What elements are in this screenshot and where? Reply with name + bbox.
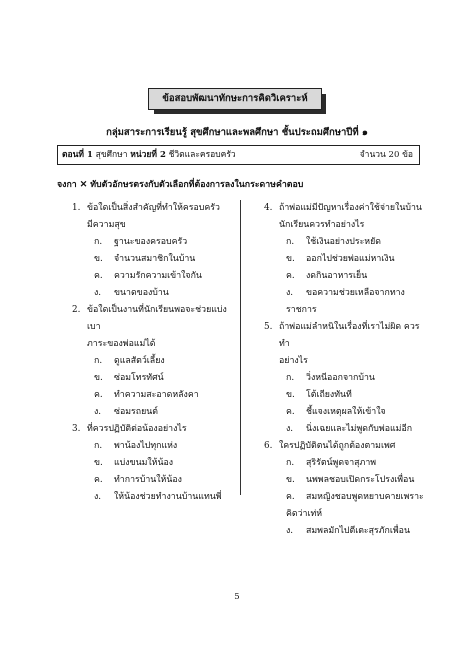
option-letter: ค. — [286, 271, 295, 281]
part-text: สุขศึกษา — [95, 150, 128, 160]
question-text: ใครปฏิบัติตนได้ถูกต้องตามเพศ — [279, 441, 396, 451]
option-text: นิ่งเฉยและไม่พูดกับพ่อแม่อีก — [306, 424, 413, 434]
question-text: ข้อใดเป็นสิ่งสำคัญที่ทำให้ครอบครัว — [87, 203, 220, 213]
unit-label: หน่วยที่ 2 — [130, 150, 166, 160]
option-letter: ค. — [94, 475, 103, 485]
question — [56, 200, 236, 234]
answer-option[interactable] — [94, 455, 236, 472]
answer-option[interactable] — [286, 489, 428, 523]
answer-option[interactable] — [286, 472, 428, 489]
unit-box — [57, 145, 420, 165]
answer-option[interactable] — [94, 268, 236, 285]
question-text: ภาระของพ่อแม่ได้ — [87, 339, 156, 349]
question — [56, 421, 236, 438]
right-column — [248, 200, 428, 540]
answer-option[interactable] — [94, 234, 236, 251]
question-text: ที่ควรปฏิบัติต่อน้องอย่างไร — [87, 424, 187, 434]
question-number: 5. — [264, 322, 273, 332]
left-column — [56, 200, 236, 506]
question-text: นักเรียนควรทำอย่างไร — [279, 220, 365, 230]
option-text: ใช้เงินอย่างประหยัด — [306, 237, 381, 247]
option-text: ขอความช่วยเหลือจากทางราชการ — [286, 288, 405, 315]
option-letter: ก. — [286, 458, 295, 468]
answer-option[interactable] — [286, 234, 428, 251]
questions-area — [56, 200, 428, 536]
answer-option[interactable] — [94, 472, 236, 489]
answer-option[interactable] — [94, 251, 236, 268]
answer-option[interactable] — [286, 421, 428, 438]
option-text: ออกไปช่วยพ่อแม่หาเงิน — [306, 254, 395, 264]
answer-option[interactable] — [286, 268, 428, 285]
option-letter: ค. — [94, 390, 103, 400]
option-text: ดูแลสัตว์เลี้ยง — [114, 356, 165, 366]
question — [248, 438, 428, 455]
option-text: นพพลชอบเปิดกระโปรงเพื่อน — [306, 475, 415, 485]
answer-option[interactable] — [94, 370, 236, 387]
question-number: 2. — [72, 305, 81, 315]
answer-option[interactable] — [286, 404, 428, 421]
option-letter: ง. — [286, 288, 294, 298]
option-letter: ก. — [94, 237, 103, 247]
answer-option[interactable] — [94, 404, 236, 421]
option-letter: ง. — [94, 288, 102, 298]
unit-text: ชีวิตและครอบครัว — [168, 150, 236, 160]
option-text: แบ่งขนมให้น้อง — [114, 458, 174, 468]
option-text: พาน้องไปทุกแห่ง — [114, 441, 178, 451]
answer-option[interactable] — [286, 523, 428, 540]
option-text: โต้เถียงทันที — [306, 390, 352, 400]
question — [248, 200, 428, 234]
question — [248, 319, 428, 370]
question-number: 4. — [264, 203, 273, 213]
option-letter: ค. — [286, 492, 295, 502]
question-count: จำนวน 20 ข้อ — [359, 150, 413, 160]
option-letter: ข. — [94, 458, 103, 468]
option-letter: ก. — [94, 356, 103, 366]
option-text: ซ่อมโทรทัศน์ — [114, 373, 164, 383]
option-text: ซ่อมรถยนต์ — [114, 407, 158, 417]
question-text: ถ้าพ่อแม่ลำหนิในเรื่องที่เราไม่ผิด ควรทำ — [279, 322, 420, 349]
option-text: ขนาดของบ้าน — [114, 288, 169, 298]
unit-info — [62, 146, 236, 164]
option-text: สมพลมักไปตีเตะสุรภักเพื่อน — [306, 526, 410, 536]
answer-option[interactable] — [286, 285, 428, 319]
question-text: ข้อใดเป็นงานที่นักเรียนพอจะช่วยแบ่งเบา — [87, 305, 227, 332]
answer-option[interactable] — [286, 251, 428, 268]
answer-option[interactable] — [286, 455, 428, 472]
page-number: 5 — [234, 592, 240, 602]
option-letter: ง. — [94, 407, 102, 417]
option-letter: ง. — [286, 424, 294, 434]
option-letter: ข. — [286, 254, 295, 264]
question-number: 1. — [72, 203, 81, 213]
answer-option[interactable] — [286, 370, 428, 387]
option-letter: ข. — [94, 254, 103, 264]
option-text: ความรักความเข้าใจกัน — [114, 271, 202, 281]
option-text: ชี้แจงเหตุผลให้เข้าใจ — [306, 407, 386, 417]
option-text: ทำการบ้านให้น้อง — [114, 475, 182, 485]
question-text: มีความสุข — [87, 220, 126, 230]
answer-option[interactable] — [94, 489, 236, 506]
page-title: ข้อสอบพัฒนาทักษะการคิดวิเคราะห์ — [148, 88, 322, 110]
option-letter: ข. — [94, 373, 103, 383]
question-number: 3. — [72, 424, 81, 434]
option-text: สมหญิงชอบพูดหยาบคายเพราะคิดว่าเท่ห์ — [286, 492, 424, 519]
option-text: งดกินอาหารเย็น — [306, 271, 368, 281]
question-text: ถ้าพ่อแม่มีปัญหาเรื่องค่าใช้จ่ายในบ้าน — [279, 203, 422, 213]
option-text: ฐานะของครอบครัว — [114, 237, 188, 247]
option-letter: ง. — [286, 526, 294, 536]
subject-heading: กลุ่มสาระการเรียนรู้ สุขศึกษาและพลศึกษา ชั้นประถมศึกษาปีที่ ๑ — [106, 127, 368, 138]
option-letter: ก. — [286, 373, 295, 383]
column-divider — [240, 200, 241, 495]
question-text: อย่างไร — [279, 356, 308, 366]
answer-option[interactable] — [94, 285, 236, 302]
option-letter: ก. — [286, 237, 295, 247]
question-number: 6. — [264, 441, 273, 451]
option-text: ให้น้องช่วยทำงานบ้านแทนพี่ — [114, 492, 222, 502]
part-label: ตอนที่ 1 — [62, 150, 93, 160]
option-letter: ง. — [94, 492, 102, 502]
option-letter: ค. — [286, 407, 295, 417]
answer-option[interactable] — [94, 387, 236, 404]
instruction: จงกา ✕ ทับตัวอักษรตรงกับตัวเลือกที่ต้องการลงในกระดาษคำตอบ — [57, 180, 304, 190]
answer-option[interactable] — [94, 353, 236, 370]
option-text: ทำความสะอาดหลังคา — [114, 390, 199, 400]
title-banner — [148, 88, 328, 114]
question — [56, 302, 236, 353]
option-letter: ข. — [286, 390, 295, 400]
option-letter: ก. — [94, 441, 103, 451]
option-text: วิ่งหนีออกจากบ้าน — [306, 373, 375, 383]
option-text: จำนวนสมาชิกในบ้าน — [114, 254, 196, 264]
option-letter: ค. — [94, 271, 103, 281]
answer-option[interactable] — [286, 387, 428, 404]
option-letter: ข. — [286, 475, 295, 485]
answer-option[interactable] — [94, 438, 236, 455]
option-text: สุริรัตน์พูดจาสุภาพ — [306, 458, 377, 468]
